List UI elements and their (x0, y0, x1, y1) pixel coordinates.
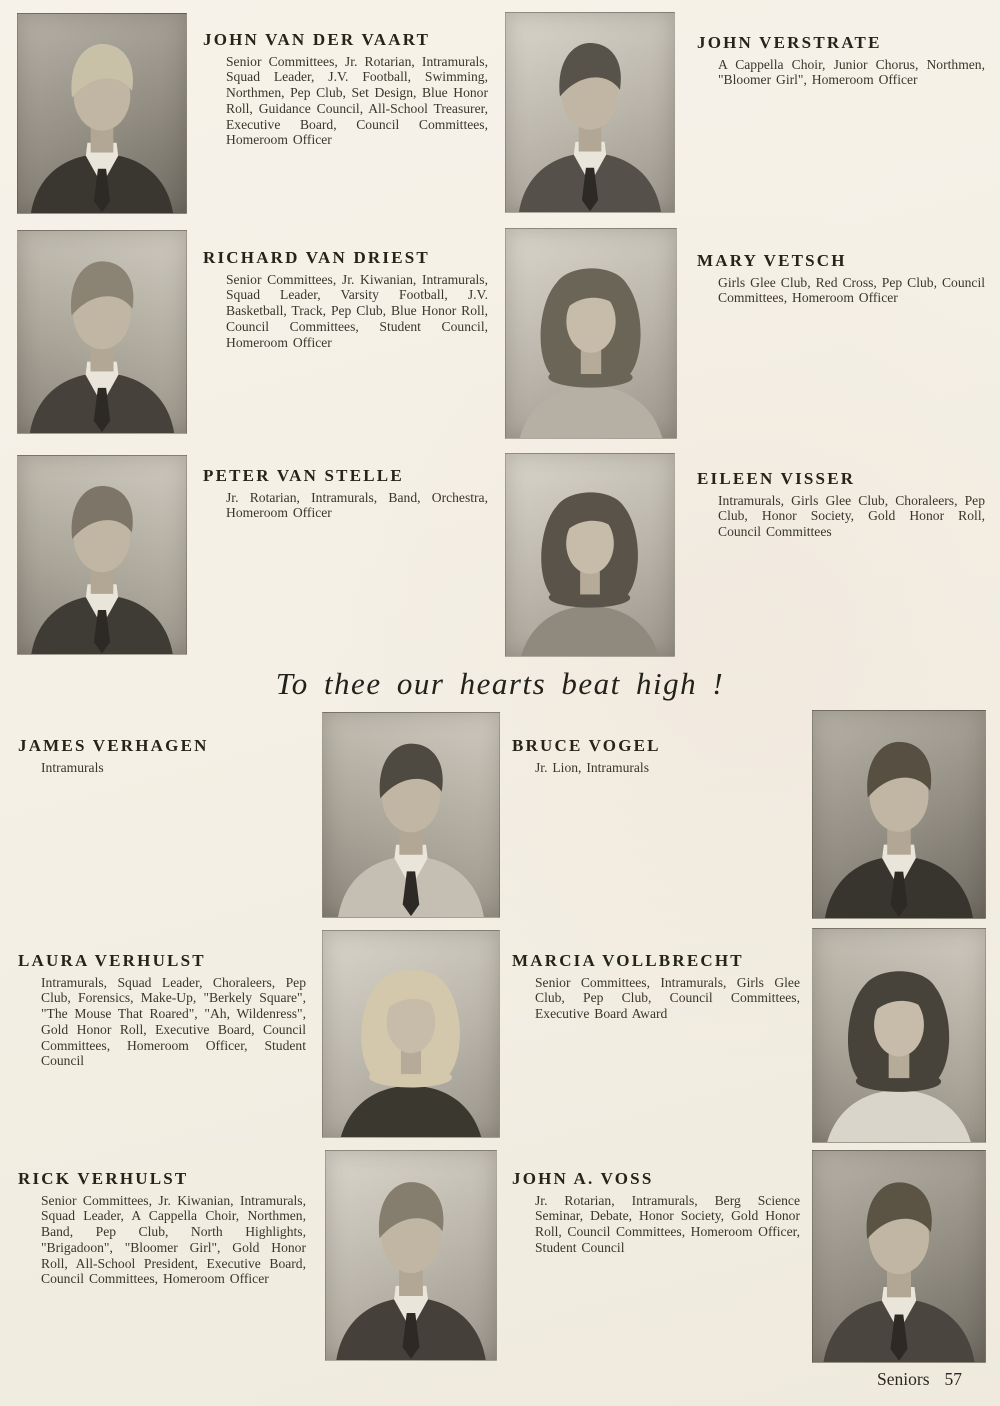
portrait-photo-rick-verhulst (325, 1150, 497, 1361)
portrait-photo-marcia-vollbrecht (812, 928, 986, 1143)
student-activities: Senior Committees, Intramurals, Girls Glee Club, Pep Club, Council Committees, Executive Board Award (535, 974, 800, 1022)
student-activities: Senior Committees, Jr. Kiwanian, Intramurals, Squad Leader, A Cappella Choir, Northmen, Band, Pep Club, North Highlights, "Brigadoon", "Bloomer Girl", Gold Honor Roll, All-School President, Executive Board, Council Committees, Homeroom Officer (41, 1192, 306, 1287)
student-entry-eileen-visser (697, 469, 993, 540)
student-activities: A Cappella Choir, Junior Chorus, Northmen, "Bloomer Girl", Homeroom Officer (718, 56, 985, 88)
student-activities: Jr. Rotarian, Intramurals, Berg Science Seminar, Debate, Honor Society, Gold Honor Roll, Council Committees, Homeroom Officer, Student Council (535, 1192, 800, 1255)
student-entry-james-verhagen (18, 736, 318, 775)
student-activities: Senior Committees, Jr. Rotarian, Intramurals, Squad Leader, J.V. Football, Swimming, Northmen, Pep Club, Set Design, Blue Honor Roll, Guidance Council, All-School Treasurer, Executive Board, Council Committees, Homeroom Officer (226, 53, 488, 148)
footer-page-number: 57 (944, 1369, 962, 1389)
portrait-photo-mary-vetsch (505, 228, 677, 439)
student-name: BRUCE VOGEL (512, 736, 661, 755)
portrait-photo-james-verhagen (322, 712, 500, 918)
portrait-photo-eileen-visser (505, 453, 675, 657)
student-entry-john-verstrate (697, 33, 993, 88)
portrait-photo-laura-verhulst (322, 930, 500, 1138)
portrait-photo-john-a-voss (812, 1150, 986, 1363)
student-activities: Senior Committees, Jr. Kiwanian, Intramurals, Squad Leader, Varsity Football, J.V. Basketball, Track, Pep Club, Blue Honor Roll, Council Committees, Student Council, Homeroom Officer (226, 271, 488, 350)
portrait-photo-john-verstrate (505, 12, 675, 213)
student-entry-john-van-der-vaart (203, 30, 503, 148)
student-entry-laura-verhulst (18, 951, 318, 1069)
student-activities: Intramurals, Squad Leader, Choraleers, Pep Club, Forensics, Make-Up, "Berkely Square", "The Mouse That Roared", "Ah, Wildenress", Gold Honor Roll, Executive Board, Council Committees, Homeroom Officer, Student Council (41, 974, 306, 1069)
student-name: RICHARD VAN DRIEST (203, 248, 430, 267)
student-name: JOHN A. VOSS (512, 1169, 654, 1188)
student-entry-richard-van-driest (203, 248, 503, 350)
student-activities: Girls Glee Club, Red Cross, Pep Club, Council Committees, Homeroom Officer (718, 274, 985, 306)
student-entry-mary-vetsch (697, 251, 993, 306)
student-name: MARCIA VOLLBRECHT (512, 951, 744, 970)
student-name: PETER VAN STELLE (203, 466, 404, 485)
student-name: JOHN VAN DER VAART (203, 30, 431, 49)
portrait-photo-peter-van-stelle (17, 455, 187, 655)
student-name: JOHN VERSTRATE (697, 33, 882, 52)
page-footer (700, 1369, 962, 1390)
footer-section-label: Seniors (877, 1369, 930, 1389)
student-entry-rick-verhulst (18, 1169, 318, 1287)
student-activities: Jr. Rotarian, Intramurals, Band, Orchestra, Homeroom Officer (226, 489, 488, 521)
student-name: RICK VERHULST (18, 1169, 189, 1188)
student-name: MARY VETSCH (697, 251, 847, 270)
student-activities: Intramurals, Girls Glee Club, Choraleers, Pep Club, Honor Society, Gold Honor Roll, Council Committees (718, 492, 985, 540)
portrait-photo-bruce-vogel (812, 710, 986, 919)
portrait-photo-richard-van-driest (17, 230, 187, 434)
student-activities: Intramurals (41, 759, 104, 775)
student-entry-peter-van-stelle (203, 466, 503, 521)
student-entry-john-a-voss (512, 1169, 812, 1256)
student-name: LAURA VERHULST (18, 951, 206, 970)
student-entry-bruce-vogel (512, 736, 812, 775)
student-name: EILEEN VISSER (697, 469, 856, 488)
page-quote: To thee our hearts beat high ! (275, 666, 725, 701)
student-name: JAMES VERHAGEN (18, 736, 209, 755)
student-entry-marcia-vollbrecht (512, 951, 812, 1022)
student-activities: Jr. Lion, Intramurals (535, 759, 649, 775)
portrait-photo-john-van-der-vaart (17, 13, 187, 214)
